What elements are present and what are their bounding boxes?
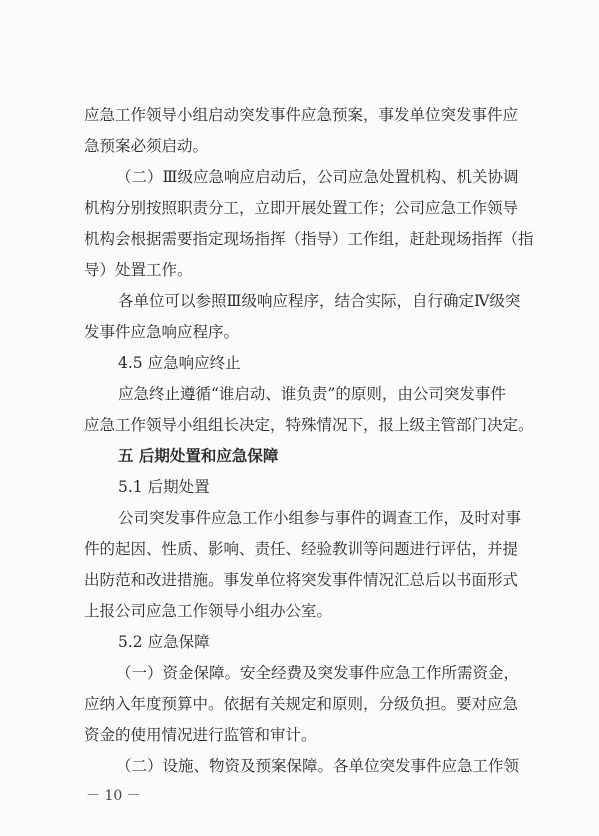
page-number: － 10 － — [86, 788, 141, 804]
body-text-line: 出防范和改进措施。事发单位将突发事件情况汇总后以书面形式 — [84, 571, 519, 589]
body-text-line: 件的起因、性质、影响、责任、经验教训等问题进行评估，并提 — [84, 540, 519, 558]
body-text-line: 应急工作领导小组启动突发事件应急预案，事发单位突发事件应 — [84, 106, 519, 124]
body-text-line: 发事件应急响应程序。 — [84, 323, 240, 341]
section-heading-5-1: 5.1 后期处置 — [118, 478, 210, 496]
body-text-line: 应急终止遵循“谁启动、谁负责”的原则，由公司突发事件 — [118, 385, 506, 403]
body-text-line: 资金的使用情况进行监管和审计。 — [84, 726, 317, 744]
body-text-line: 机构会根据需要指定现场指挥（指导）工作组，赶赴现场指挥（指 — [84, 230, 534, 248]
body-text-line: （二）Ⅲ级应急响应启动后，公司应急处置机构、机关协调 — [116, 168, 519, 186]
body-text-line: 应纳入年度预算中。依据有关规定和原则，分级负担。要对应急 — [84, 695, 519, 713]
body-text-line: 各单位可以参照Ⅲ级响应程序，结合实际，自行确定Ⅳ级突 — [118, 292, 521, 310]
body-text-line: 急预案必须启动。 — [84, 137, 209, 155]
body-text-line: 机构分别按照职责分工，立即开展处置工作；公司应急工作领导 — [84, 199, 519, 217]
body-text-line: 应急工作领导小组组长决定，特殊情况下，报上级主管部门决定。 — [84, 416, 534, 434]
body-text-line: 上报公司应急工作领导小组办公室。 — [84, 602, 333, 620]
body-text-line: 公司突发事件应急工作小组参与事件的调查工作，及时对事 — [118, 509, 522, 527]
section-heading-4-5: 4.5 应急响应终止 — [118, 354, 241, 372]
body-text-line: （二）设施、物资及预案保障。各单位突发事件应急工作领 — [116, 757, 520, 775]
body-text-line: 导）处置工作。 — [84, 261, 193, 279]
chapter-heading-5: 五 后期处置和应急保障 — [118, 447, 279, 465]
body-text-line: （一）资金保障。安全经费及突发事件应急工作所需资金， — [116, 664, 520, 682]
section-heading-5-2: 5.2 应急保障 — [118, 633, 210, 651]
